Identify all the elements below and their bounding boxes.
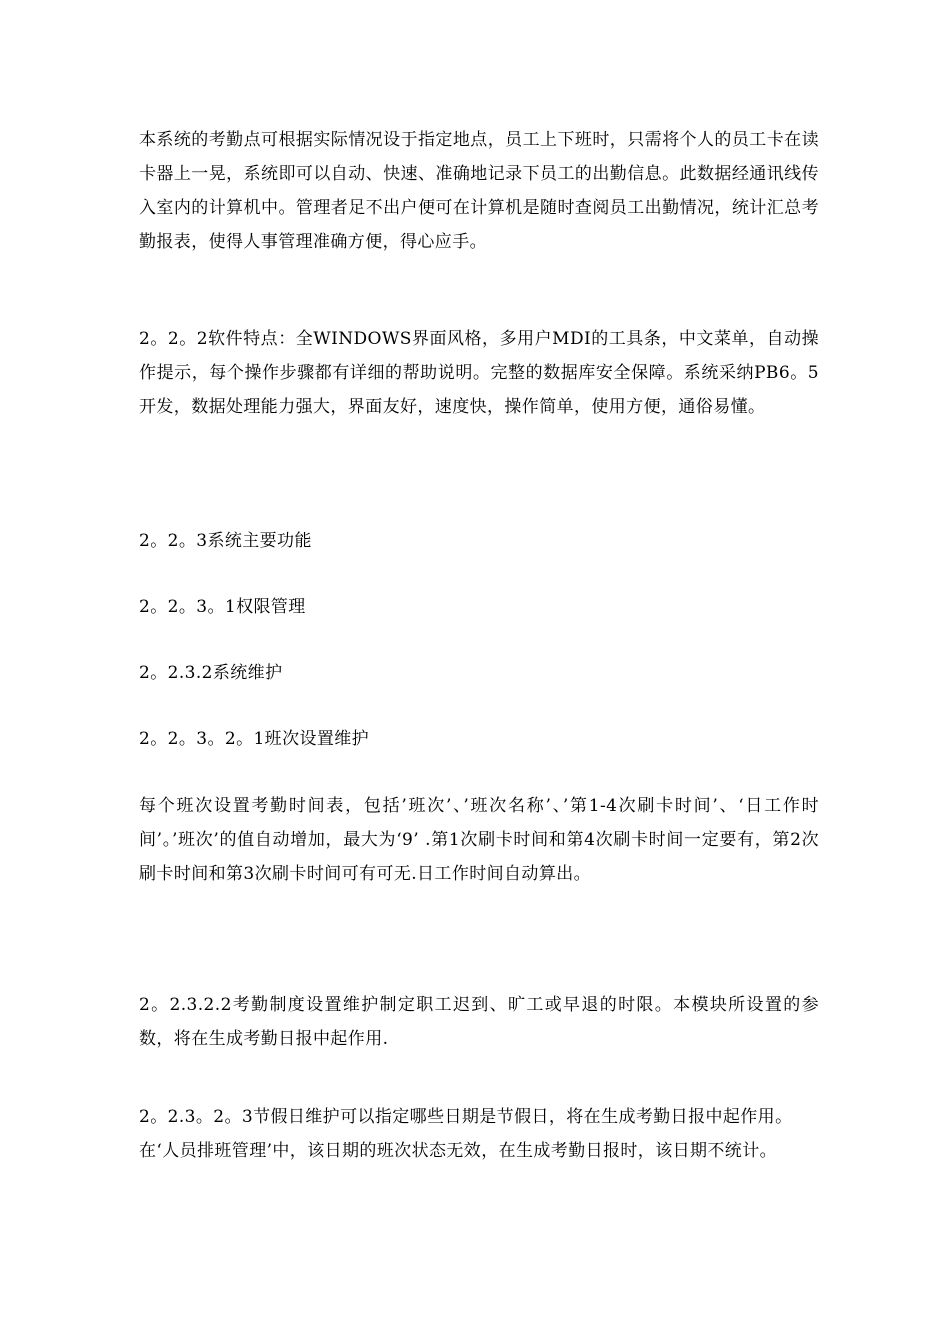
heading-system-maintenance: 2。2.3.2系统维护 (139, 663, 283, 683)
paragraph-shift-settings: 每个班次设置考勤时间表，包括’班次’、’班次名称’、’第1-4次刷卡时间’、‘日工作时间’。’班次’的值自动增加，最大为‘9’ .第1次刷卡时间和第4次刷卡时间一定要有，第2次刷卡时间和第3次刷卡时间可有可无.日工作时间自动算出。 (139, 796, 819, 884)
paragraph-holiday-maintenance: 2。2.3。2。3节假日维护可以指定哪些日期是节假日，将在生成考勤日报中起作用。在‘人员排班管理’中，该日期的班次状态无效，在生成考勤日报时，该日期不统计。 (139, 1107, 793, 1161)
paragraph-software-features: 2。2。2软件特点：全WINDOWS界面风格，多用户MDI的工具条，中文菜单，自动操作提示，每个操作步骤都有详细的帮助说明。完整的数据库安全保障。系统采纳PB6。5开发，数据处理能力强大，界面友好，速度快，操作简单，使用方便，通俗易懂。 (139, 329, 819, 417)
heading-shift-settings: 2。2。3。2。1班次设置维护 (139, 729, 370, 749)
paragraph-attendance-overview: 本系统的考勤点可根据实际情况设于指定地点，员工上下班时，只需将个人的员工卡在读卡器上一晃，系统即可以自动、快速、准确地记录下员工的出勤信息。此数据经通讯线传入室内的计算机中。管理者足不出户便可在计算机是随时查阅员工出勤情况，统计汇总考勤报表，使得人事管理准确方便，得心应手。 (139, 130, 819, 252)
paragraph-attendance-rules: 2。2.3.2.2考勤制度设置维护制定职工迟到、旷工或早退的时限。本模块所设置的参数，将在生成考勤日报中起作用. (139, 995, 819, 1049)
heading-main-functions: 2。2。3系统主要功能 (139, 531, 312, 551)
heading-permission-management: 2。2。3。1权限管理 (139, 597, 306, 617)
